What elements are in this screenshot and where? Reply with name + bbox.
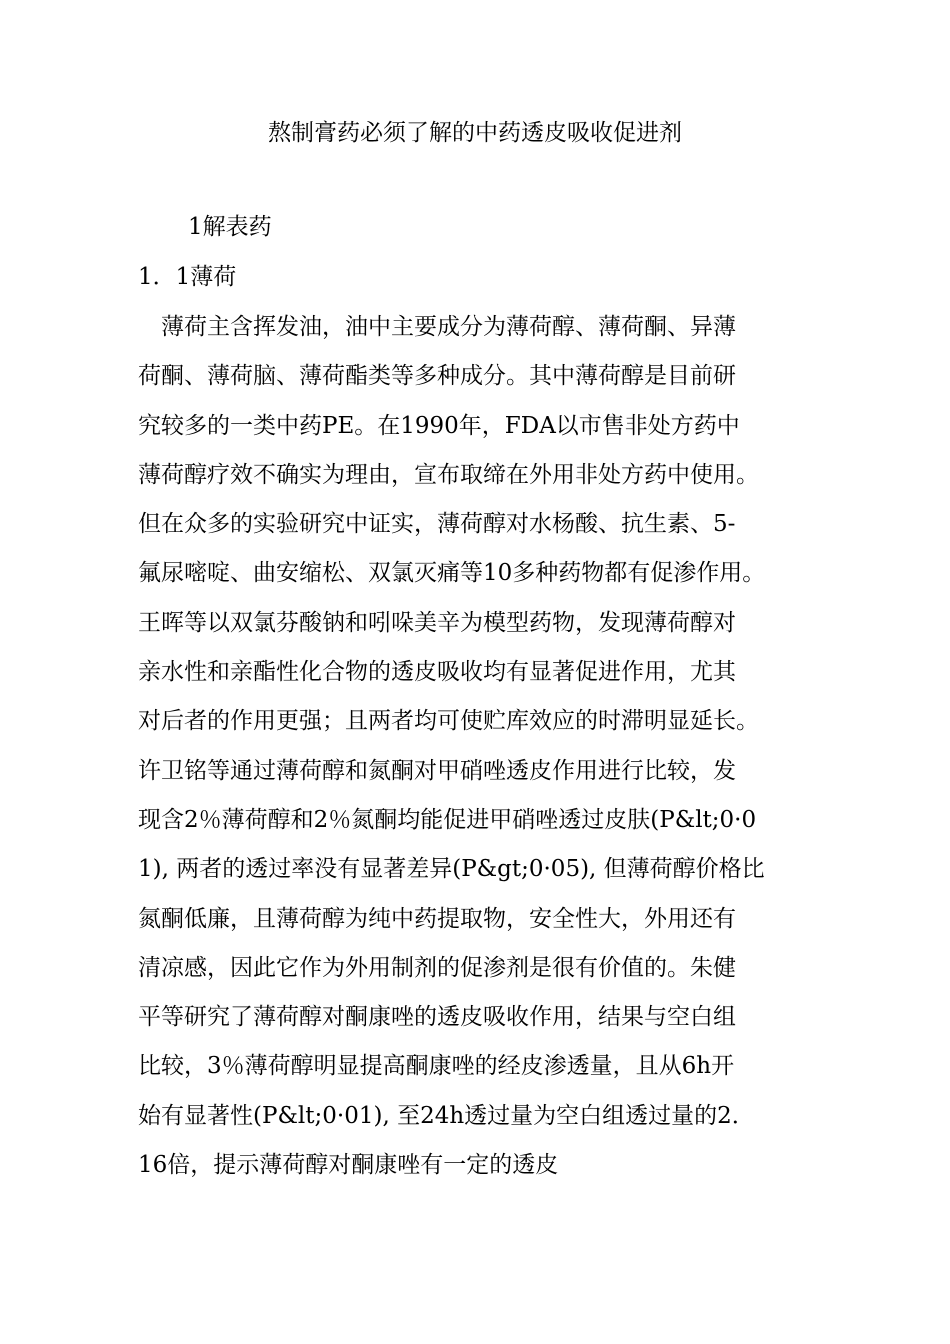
paragraph-line: 现含2％薄荷醇和2％氮酮均能促进甲硝唑透过皮肤(P&lt;0·0 [138,806,757,833]
paragraph-line: 始有显著性(P&lt;0·01), 至24h透过量为空白组透过量的2． [138,1102,755,1129]
paragraph-line: 1), 两者的透过率没有显著差异(P&gt;0·05), 但薄荷醇价格比 [138,856,765,883]
subsection-heading: 1．1薄荷 [138,264,237,290]
paragraph-line: 究较多的一类中药PE。在1990年，FDA以市售非处方药中 [138,412,740,439]
section-heading: 1解表药 [188,214,272,240]
paragraph-line: 许卫铭等通过薄荷醇和氮酮对甲硝唑透皮作用进行比较，发 [138,757,736,784]
paragraph-line: 亲水性和亲酯性化合物的透皮吸收均有显著促进作用，尤其 [138,659,736,686]
paragraph-line: 薄荷主含挥发油，油中主要成分为薄荷醇、薄荷酮、异薄 [138,314,736,340]
paragraph-line: 清凉感，因此它作为外用制剂的促渗剂是很有价值的。朱健 [138,954,736,981]
paragraph-line: 薄荷醇疗效不确实为理由，宣布取缔在外用非处方药中使用。 [138,461,759,488]
paragraph-line: 氟尿嘧啶、曲安缩松、双氯灭痛等10多种药物都有促渗作用。 [138,560,766,587]
paragraph-line: 16倍，提示薄荷醇对酮康唑有一定的透皮 [138,1152,559,1179]
paragraph-line: 王晖等以双氯芬酸钠和吲哚美辛为模型药物，发现薄荷醇对 [138,609,736,636]
paragraph-line: 荷酮、薄荷脑、薄荷酯类等多种成分。其中薄荷醇是目前研 [138,363,736,390]
body-paragraph [138,310,838,1197]
paragraph-line: 氮酮低廉，且薄荷醇为纯中药提取物，安全性大，外用还有 [138,905,736,932]
document-title: 熬制膏药必须了解的中药透皮吸收促进剂 [268,120,682,146]
paragraph-line: 但在众多的实验研究中证实，薄荷醇对水杨酸、抗生素、5- [138,511,736,538]
paragraph-line: 平等研究了薄荷醇对酮康唑的透皮吸收作用，结果与空白组 [138,1004,736,1031]
paragraph-line: 对后者的作用更强；且两者均可使贮库效应的时滞明显延长。 [138,708,759,735]
paragraph-line: 比较，3％薄荷醇明显提高酮康唑的经皮渗透量，且从6h开 [138,1053,735,1080]
